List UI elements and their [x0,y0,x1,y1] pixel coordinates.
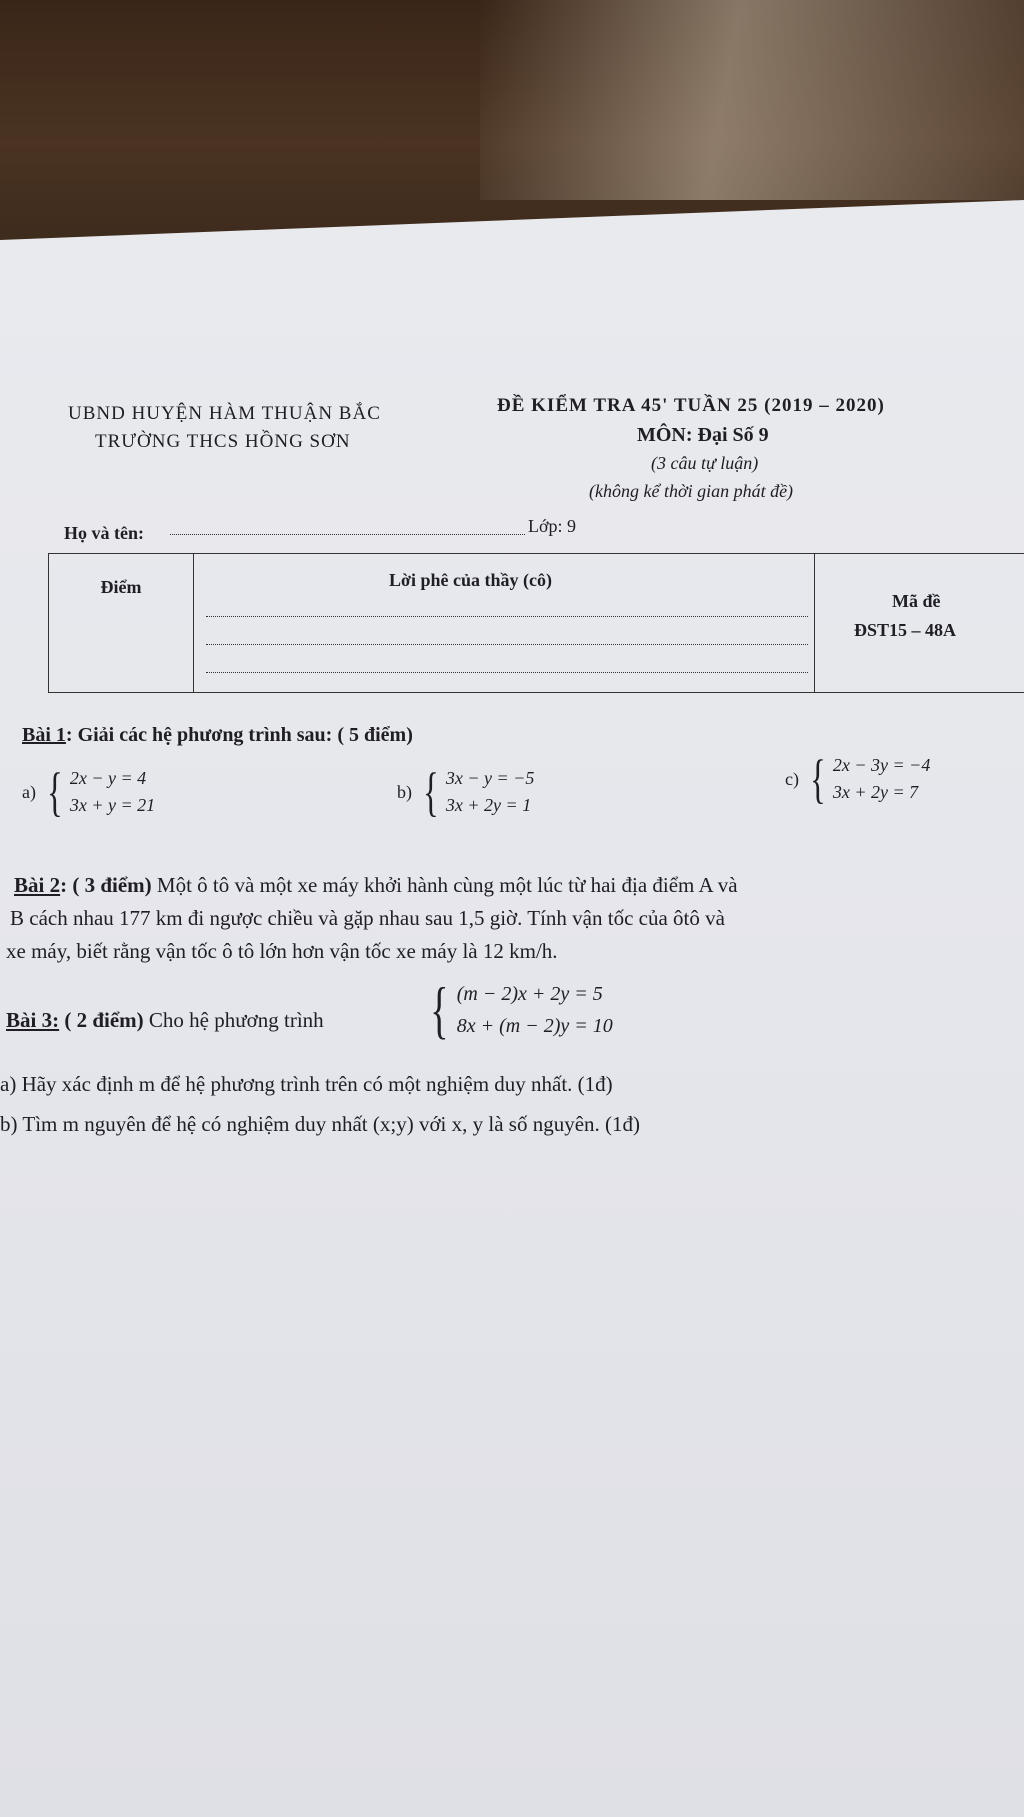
problem2-line-1 [14,873,738,898]
comment-line-2[interactable] [206,644,808,645]
brace-icon: { [423,762,439,822]
score-header: Điểm [100,577,142,597]
question-count: (3 câu tự luận) [651,453,759,473]
problem1-title [22,724,413,747]
problem3-part-a: a) Hãy xác định m để hệ phương trình trên có một nghiệm duy nhất. (1đ) [0,1072,613,1096]
time-note: (không kể thời gian phát đề) [589,481,794,501]
code-label: Mã đề [892,591,941,611]
class-label: Lớp: 9 [528,516,577,536]
problem1-title-text: : Giải các hệ phương trình sau: ( 5 điểm) [65,724,413,746]
system-m-eq2: 8x + (m − 2)y = 10 [456,1015,613,1037]
system-m-equations [457,978,613,1042]
system-b-equations [446,765,534,819]
system-a-equations [70,765,155,819]
problem2-points: : ( 3 điểm) [60,873,152,897]
problem1-number: Bài 1 [22,724,66,746]
system-c [785,749,931,809]
desk-light [480,0,1024,200]
name-field[interactable] [170,520,525,535]
system-c-eq2: 3x + 2y = 7 [832,782,919,802]
comment-line-3[interactable] [206,672,808,673]
system-a-label: a) [22,781,36,802]
problem2-line-3: xe máy, biết rằng vận tốc ô tô lớn hơn vận tốc xe máy là 12 km/h. [6,939,558,963]
score-cell [49,554,194,693]
system-a-eq2: 3x + y = 21 [69,795,156,815]
system-m [424,974,613,1045]
system-a [22,762,156,822]
system-a-eq1: 2x − y = 4 [69,768,147,788]
problem3-number: Bài 3: [6,1008,60,1032]
problem3-part-b: b) Tìm m nguyên để hệ có nghiệm duy nhất (x;y) với x, y là số nguyên. (1đ) [0,1112,641,1136]
problem3-points: ( 2 điểm) [59,1008,144,1032]
system-m-eq1: (m − 2)x + 2y = 5 [456,983,603,1005]
problem2-line-2: B cách nhau 177 km đi ngược chiều và gặp nhau sau 1,5 giờ. Tính vận tốc của ôtô và [10,906,725,930]
system-c-eq1: 2x − 3y = −4 [832,755,931,775]
brace-icon: { [430,974,449,1045]
brace-icon: { [810,749,826,809]
comment-cell [194,554,815,693]
brace-icon: { [47,762,63,822]
system-b [397,762,535,822]
system-c-equations [833,752,930,806]
problem2-number: Bài 2 [14,873,61,897]
code-value: ĐST15 – 48A [854,620,957,640]
system-c-label: c) [785,768,799,789]
code-cell [815,554,1024,693]
problem2-text-1: Một ô tô và một xe máy khởi hành cùng một lúc từ hai địa điểm A và [156,873,738,897]
exam-subject: MÔN: Đại Số 9 [637,424,769,446]
system-b-label: b) [397,781,412,802]
system-b-eq1: 3x − y = −5 [445,768,535,788]
comment-line-1[interactable] [206,616,808,617]
comment-header: Lời phê của thầy (cô) [389,570,552,590]
problem3-intro [6,1008,324,1033]
problem3-intro-text: Cho hệ phương trình [143,1008,324,1032]
exam-title: ĐỀ KIỂM TRA 45' TUẦN 25 (2019 – 2020) [497,395,885,416]
grade-table [48,553,1024,693]
authority-name: UBND HUYỆN HÀM THUẬN BẮC [68,403,381,424]
system-b-eq2: 3x + 2y = 1 [445,795,532,815]
name-label: Họ và tên: [64,523,144,543]
school-name: TRƯỜNG THCS HỒNG SƠN [95,431,351,452]
